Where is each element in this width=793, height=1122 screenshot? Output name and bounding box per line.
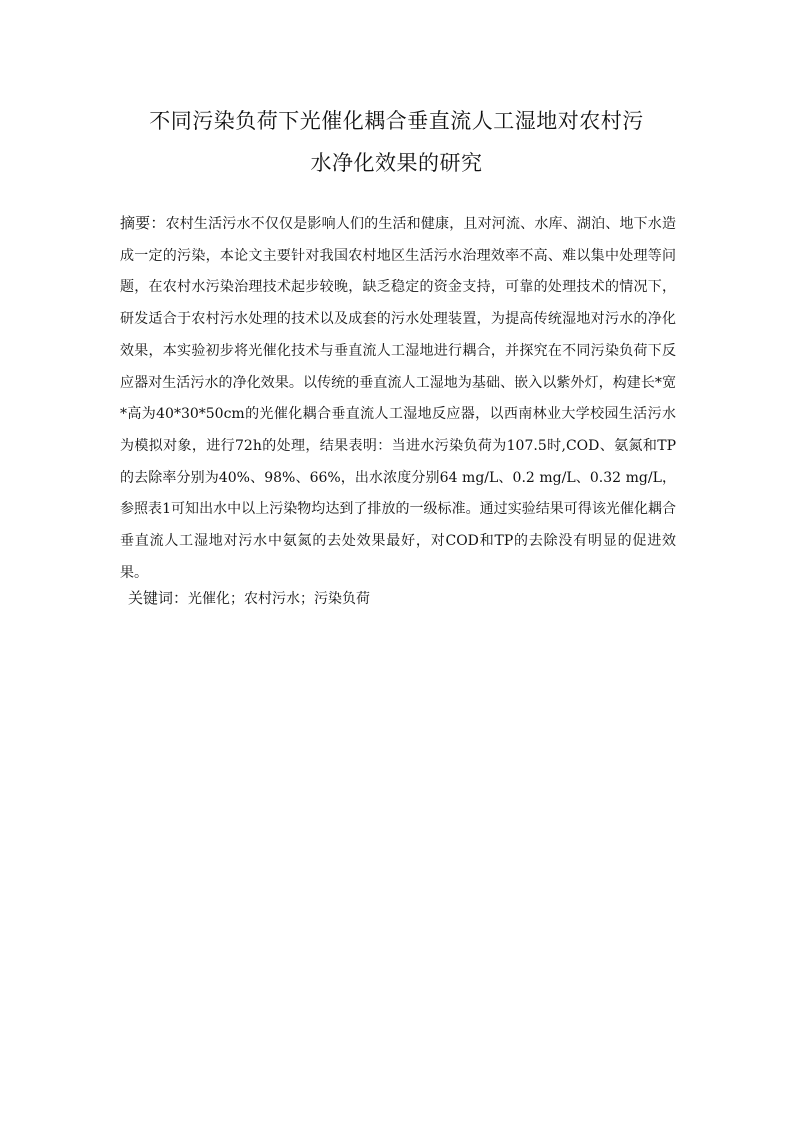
keywords-label: 关键词： (128, 589, 189, 607)
title-line-2: 水净化效果的研究 (310, 151, 483, 175)
abstract-text: 农村生活污水不仅仅是影响人们的生活和健康，且对河流、水库、湖泊、地下水造成一定的污染，本论文主要针对我国农村地区生活污水治理效率不高、难以集中处理等问题，在农村水污染治理技术起步较晚，缺乏稳定的资金支持，可靠的处理技术的情况下，研发适合于农村污水处理的技术以及成套的污水处理装置，为提高传统湿地对污水的净化效果，本实验初步将光催化技术与垂直流人工湿地进行耦合，并探究在不同污染负荷下反应器对生活污水的净化效果。以传统的垂直流人工湿地为基础、嵌入以紫外灯，构建长*宽*高为40*30*50cm的光催化耦合垂直流人工湿地反应器，以西南林业大学校园生活污水为模拟对象，进行72h的处理，结果表明：当进水污染负荷为107.5时,COD、氨氮和TP的去除率分别为40%、98%、66%，出水浓度分别64 mg/L、0.2 mg/L、0.32 mg/L，参照表1可知出水中以上污染物均达到了排放的一级标准。通过实验结果可得该光催化耦合垂直流人工湿地对污水中氨氮的去处效果最好，对COD和TP的去除没有明显的促进效果。 (120, 216, 676, 581)
paper-title (96, 100, 697, 184)
abstract-paragraph (120, 208, 676, 589)
keywords-text: 光催化；农村污水；污染负荷 (188, 591, 371, 607)
title-line-1: 不同污染负荷下光催化耦合垂直流人工湿地对农村污 (149, 109, 644, 133)
keywords-line (128, 586, 370, 611)
abstract-label: 摘要： (120, 214, 166, 232)
